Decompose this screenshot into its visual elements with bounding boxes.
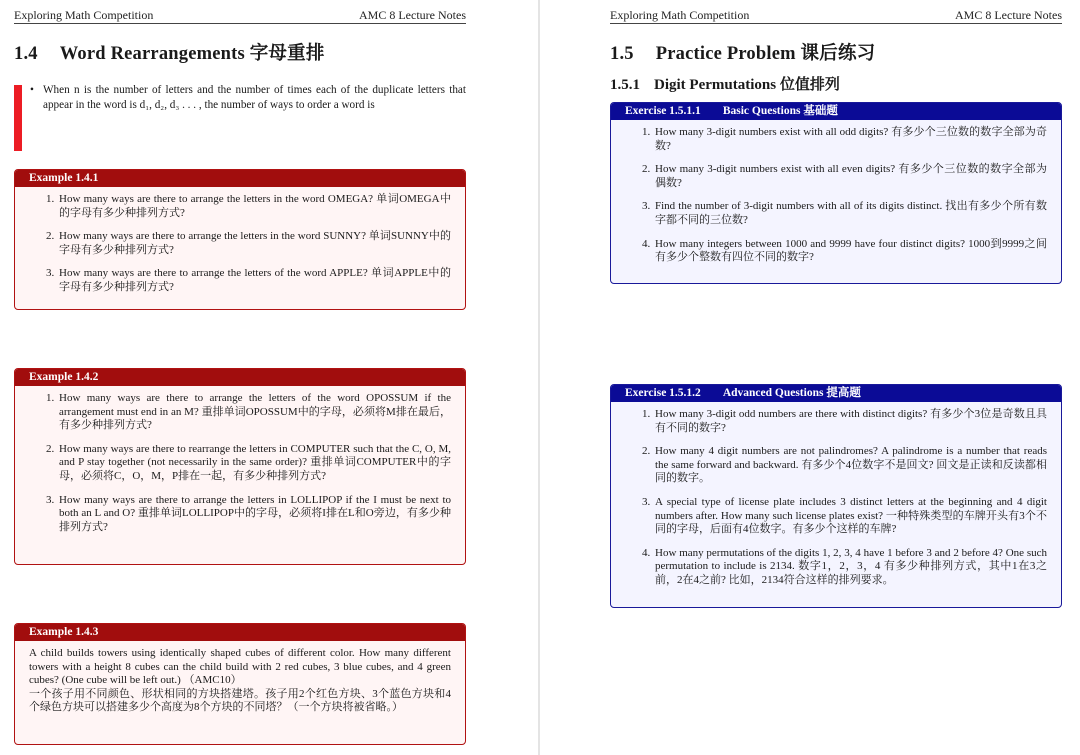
list-item: 4. How many integers between 1000 and 9999 have four distinct digits? 1000到9999之间有多少个整数有四位不同的数字? <box>653 238 1047 265</box>
bullet-text: When n is the number of letters and the number of times each of the duplicate letters that appear in the word is d₁, d₂, d₃ . . . , the number of ways to order a word is <box>43 84 466 111</box>
exercise-list <box>611 402 1061 588</box>
example-list <box>15 386 465 534</box>
running-header-right: AMC 8 Lecture Notes <box>359 8 466 22</box>
exercise-header <box>611 103 1061 120</box>
running-header-left: Exploring Math Competition <box>610 8 750 22</box>
list-item: 3. Find the number of 3-digit numbers with all of its digits distinct. 找出有多少个所有数字都不同的三位数? <box>653 200 1047 227</box>
list-item: 3. A special type of license plate includes 3 distinct letters at the beginning and 4 digit numbers after. How many such license plates exist? 一种特殊类型的车牌开头有3个不同的字母，后面有4位数字。有多少个这样的车牌? <box>653 496 1047 537</box>
list-item: 3. How many ways are there to arrange the letters of the word APPLE? 单词APPLE中的字母有多少种排列方式? <box>57 267 451 294</box>
running-header-left: Exploring Math Competition <box>14 8 154 22</box>
header-rule <box>14 23 466 24</box>
example-title: Example 1.4.1 <box>15 170 465 187</box>
example-title: Example 1.4.3 <box>15 624 465 641</box>
right-page <box>540 0 1080 755</box>
accent-bar <box>14 85 22 151</box>
example-box-1 <box>14 169 466 310</box>
example-box-3 <box>14 623 466 745</box>
exercise-box-1 <box>610 102 1062 284</box>
exercise-number: Exercise 1.5.1.2 <box>625 387 701 399</box>
list-item: 1. How many 3-digit numbers exist with all odd digits? 有多少个三位数的数字全部为奇数? <box>653 126 1047 153</box>
bullet-icon: • <box>30 84 34 96</box>
section-title: Practice Problem 课后练习 <box>655 44 876 64</box>
subsection-title: Digit Permutations 位值排列 <box>654 77 840 93</box>
list-item: 2. How many ways are there to rearrange the letters in COMPUTER such that the C, O, M, and P stay together (not necessarily in the same order)? 重排单词COMPUTER中的字母，必须将C，O，M，P排在一起，有多少种排列方式? <box>57 443 451 484</box>
bullet-item <box>30 83 466 112</box>
running-header-right: AMC 8 Lecture Notes <box>955 8 1062 22</box>
example-title: Example 1.4.2 <box>15 369 465 386</box>
exercise-box-2 <box>610 384 1062 608</box>
subsection-heading <box>610 73 840 94</box>
example-text-en: A child builds towers using identically shaped cubes of different color. How many different towers with a height 8 cubes can the child build with 2 red cubes, 3 blue cubes, and 4 green cubes? (One cube will be left out.) （AMC10） <box>29 647 451 687</box>
example-list <box>15 187 465 295</box>
list-item: 1. How many ways are there to arrange the letters in the word OMEGA? 单词OMEGA中的字母有多少种排列方式? <box>57 193 451 220</box>
section-heading <box>610 39 875 65</box>
example-text-cn: 一个孩子用不同颜色、形状相同的方块搭建塔。孩子用2个红色方块、3个蓝色方块和4个绿色方块可以搭建多少个高度为8个方块的不同塔？（一个方块将被省略。） <box>29 687 451 714</box>
exercise-label: Advanced Questions 提高题 <box>722 387 861 399</box>
exercise-number: Exercise 1.5.1.1 <box>625 105 701 117</box>
exercise-label: Basic Questions 基础题 <box>722 105 838 117</box>
list-item: 4. How many permutations of the digits 1, 2, 3, 4 have 1 before 3 and 2 before 4? One such permutation to include is 2134. 数字1，2，3，4 有多少种排列方式，其中1在3之前，2在4之前? 比如，2134符合这样的排列要求。 <box>653 547 1047 588</box>
header-rule <box>610 23 1062 24</box>
example-box-2 <box>14 368 466 565</box>
list-item: 1. How many ways are there to arrange the letters of the word OPOSSUM if the arrangement must end in an M? 重排单词OPOSSUM中的字母，必须将M排在最后，有多少种排列方式? <box>57 392 451 433</box>
example-paragraph <box>15 641 465 715</box>
exercise-list <box>611 120 1061 265</box>
list-item: 3. How many ways are there to arrange the letters in LOLLIPOP if the I must be next to both an L and O? 重排单词LOLLIPOP中的字母，必须将I排在L和O旁边，有多少种排列方式? <box>57 494 451 535</box>
list-item: 2. How many 3-digit numbers exist with all even digits? 有多少个三位数的数字全部为偶数? <box>653 163 1047 190</box>
exercise-header <box>611 385 1061 402</box>
list-item: 2. How many 4 digit numbers are not palindromes? A palindrome is a number that reads the same forward and backward. 有多少个4位数字不是回文? 回文是正读和反读都相同的数字。 <box>653 445 1047 486</box>
section-number: 1.4 <box>14 44 38 64</box>
subsection-number: 1.5.1 <box>610 77 640 93</box>
section-heading <box>14 39 325 65</box>
section-number: 1.5 <box>610 44 634 64</box>
list-item: 2. How many ways are there to arrange the letters in the word SUNNY? 单词SUNNY中的字母有多少种排列方式? <box>57 230 451 257</box>
section-title: Word Rearrangements 字母重排 <box>59 44 325 64</box>
list-item: 1. How many 3-digit odd numbers are there with distinct digits? 有多少个3位是奇数且具有不同的数字? <box>653 408 1047 435</box>
left-page <box>0 0 538 755</box>
